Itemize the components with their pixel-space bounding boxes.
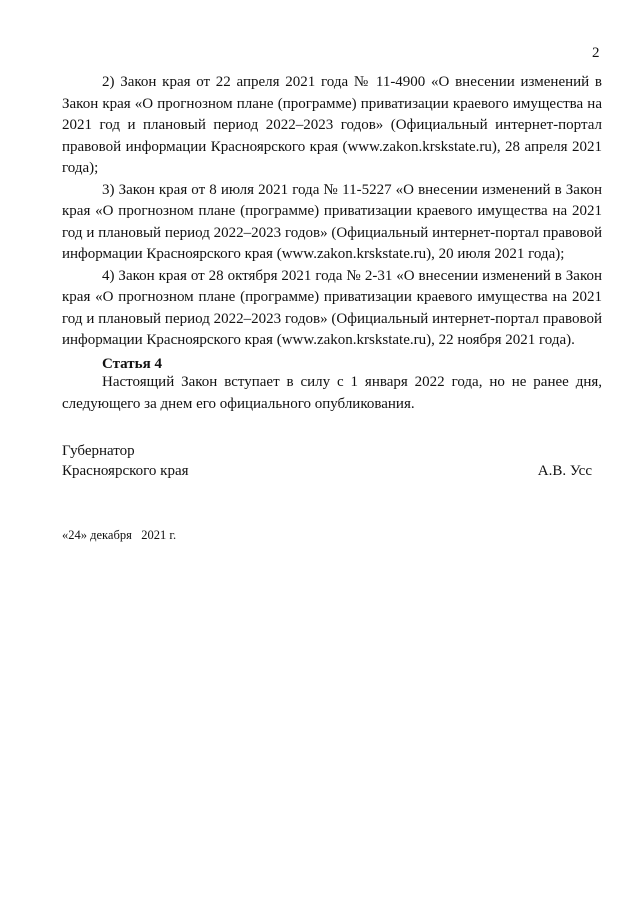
signing-date: «24» декабря 2021 г. (62, 528, 177, 542)
article-heading: Статья 4 (102, 356, 162, 372)
signatory-name: А.В. Усс (537, 463, 592, 479)
signature-block (62, 441, 592, 481)
article-text: Настоящий Закон вступает в силу с 1 января 2022 года, но не ранее дня, следующего за днем его официального опубликования. (62, 374, 602, 412)
document-body (62, 72, 602, 352)
paragraph-item-3: 3) Закон края от 8 июля 2021 года № 11-5227 «О внесении изменений в Закон края «О прогнозном плане (программе) приватизации краевого имущества на 2021 год и плановый период 2022–2023 годов» (Официальный интернет-портал правовой информации Красноярского края (www.zakon.krskstate.ru), 20 июля 2021 года); (62, 181, 602, 262)
signatory-row (62, 461, 592, 481)
paragraph-item-4: 4) Закон края от 28 октября 2021 года № 2-31 «О внесении изменений в Закон края «О прогнозном плане (программе) приватизации краевого имущества на 2021 год и плановый период 2022–2023 годов» (Официальный интернет-портал правовой информации Красноярского края (www.zakon.krskstate.ru), 22 ноября 2021 года). (62, 267, 602, 348)
signatory-title-line1: Губернатор (62, 443, 135, 459)
page-number: 2 (592, 45, 600, 61)
signatory-title-line2: Красноярского края (62, 463, 189, 479)
paragraph-item-2: 2) Закон края от 22 апреля 2021 года № 11-4900 «О внесении изменений в Закон края «О прогнозном плане (программе) приватизации краевого имущества на 2021 год и плановый период 2022–2023 годов» (Официальный интернет-портал правовой информации Красноярского края (www.zakon.krskstate.ru), 28 апреля 2021 года); (62, 74, 602, 176)
